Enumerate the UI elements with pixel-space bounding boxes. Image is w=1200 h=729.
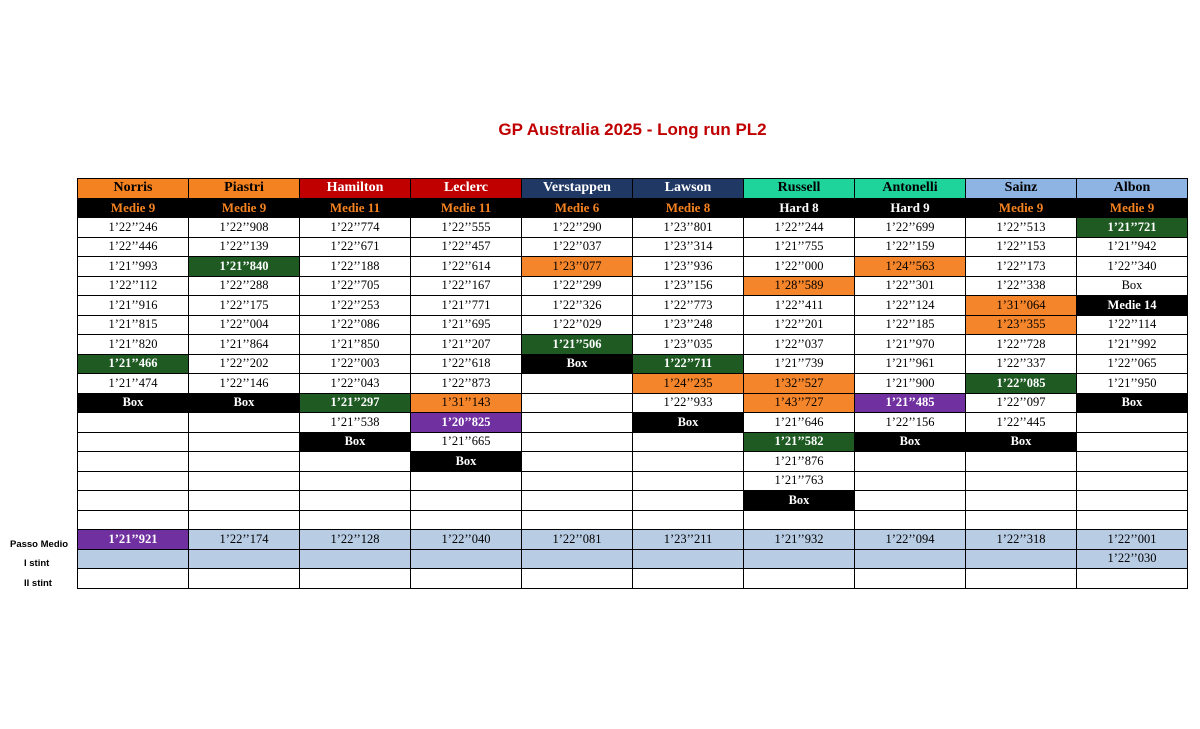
lap-time-cell (855, 510, 966, 530)
driver-header-sainz: Sainz (966, 179, 1077, 199)
lap-time-cell (300, 510, 411, 530)
average-pace-cell (744, 569, 855, 589)
lap-row (78, 393, 1188, 413)
average-pace-row (78, 569, 1188, 589)
driver-header-norris: Norris (78, 179, 189, 199)
average-pace-cell (522, 549, 633, 569)
lap-time-cell: 1’32’’527 (744, 374, 855, 394)
lap-time-cell: 1’22’’301 (855, 276, 966, 296)
lap-time-cell: 1’22’’201 (744, 315, 855, 335)
lap-time-cell (522, 413, 633, 433)
lap-time-cell (300, 491, 411, 511)
lap-time-cell: 1’21’’850 (300, 335, 411, 355)
lap-time-cell: 1’22’’908 (189, 218, 300, 238)
lap-time-cell (744, 510, 855, 530)
lap-time-cell (1077, 471, 1188, 491)
pit-box-cell: Box (1077, 393, 1188, 413)
lap-time-cell: 1’22’’029 (522, 315, 633, 335)
lap-time-cell: 1’21’’538 (300, 413, 411, 433)
tyre-cell-norris: Medie 9 (78, 198, 189, 218)
average-pace-cell (855, 549, 966, 569)
lap-time-cell: 1’22’’244 (744, 218, 855, 238)
lap-time-cell: 1’23’’936 (633, 257, 744, 277)
pit-box-cell: Box (300, 432, 411, 452)
lap-time-cell (966, 510, 1077, 530)
tyre-cell-verstappen: Medie 6 (522, 198, 633, 218)
lap-row (78, 354, 1188, 374)
lap-time-cell: 1’22’’202 (189, 354, 300, 374)
lap-time-cell (300, 471, 411, 491)
lap-time-cell: 1’21’’864 (189, 335, 300, 355)
lap-time-cell: 1’21’’207 (411, 335, 522, 355)
tyre-cell-antonelli: Hard 9 (855, 198, 966, 218)
lap-time-cell: 1’22’’114 (1077, 315, 1188, 335)
tyre-cell-lawson: Medie 8 (633, 198, 744, 218)
average-pace-cell (633, 569, 744, 589)
average-pace-cell: 1’21’’921 (78, 530, 189, 550)
pit-box-cell: Box (522, 354, 633, 374)
lap-time-cell: 1’22’’112 (78, 276, 189, 296)
lap-time-cell (300, 452, 411, 472)
lap-time-cell: 1’21’’695 (411, 315, 522, 335)
tyre-cell-leclerc: Medie 11 (411, 198, 522, 218)
lap-time-cell: 1’31’’064 (966, 296, 1077, 316)
average-pace-cell: 1’22’’128 (300, 530, 411, 550)
lap-time-cell: 1’22’’175 (189, 296, 300, 316)
lap-time-cell (633, 510, 744, 530)
lap-time-cell: 1’23’’035 (633, 335, 744, 355)
lap-time-cell (78, 452, 189, 472)
long-run-table (77, 178, 1188, 589)
lap-time-cell (966, 471, 1077, 491)
lap-time-cell: 1’22’’340 (1077, 257, 1188, 277)
average-pace-cell (855, 569, 966, 589)
pit-box-cell: Box (633, 413, 744, 433)
lap-time-cell (522, 374, 633, 394)
lap-time-cell: 1’23’’156 (633, 276, 744, 296)
lap-time-cell: 1’23’’355 (966, 315, 1077, 335)
lap-time-cell (189, 471, 300, 491)
lap-time-cell: 1’22’’043 (300, 374, 411, 394)
driver-header-piastri: Piastri (189, 179, 300, 199)
lap-time-cell: 1’21’’820 (78, 335, 189, 355)
stint-1-label: I stint (24, 558, 50, 569)
lap-time-cell (633, 452, 744, 472)
lap-time-cell: 1’20’’825 (411, 413, 522, 433)
pit-box-cell: Box (855, 432, 966, 452)
lap-time-cell: 1’21’’506 (522, 335, 633, 355)
lap-time-cell: 1’23’’801 (633, 218, 744, 238)
lap-time-cell: 1’21’’466 (78, 354, 189, 374)
average-pace-cell: 1’21’’932 (744, 530, 855, 550)
lap-row (78, 237, 1188, 257)
lap-time-cell: 1’22’’124 (855, 296, 966, 316)
lap-time-cell: 1’22’’173 (966, 257, 1077, 277)
average-pace-cell: 1’22’’318 (966, 530, 1077, 550)
lap-row (78, 276, 1188, 296)
lap-time-cell (1077, 432, 1188, 452)
lap-time-cell: 1’21’’721 (1077, 218, 1188, 238)
tyre-cell-sainz: Medie 9 (966, 198, 1077, 218)
lap-time-cell: 1’22’’773 (633, 296, 744, 316)
pit-box-cell: Box (1077, 276, 1188, 296)
average-pace-cell (1077, 569, 1188, 589)
lap-time-cell: 1’22’’139 (189, 237, 300, 257)
lap-time-cell (411, 491, 522, 511)
lap-time-cell: 1’21’’942 (1077, 237, 1188, 257)
average-pace-cell (966, 549, 1077, 569)
lap-time-cell: 1’22’’086 (300, 315, 411, 335)
lap-time-cell (522, 393, 633, 413)
lap-time-cell: 1’22’’614 (411, 257, 522, 277)
average-pace-row (78, 549, 1188, 569)
lap-time-cell: 1’22’’065 (1077, 354, 1188, 374)
lap-time-cell: 1’21’’993 (78, 257, 189, 277)
lap-time-cell: 1’21’’297 (300, 393, 411, 413)
lap-time-cell: 1’22’’253 (300, 296, 411, 316)
lap-time-cell (189, 413, 300, 433)
average-pace-cell: 1’22’’174 (189, 530, 300, 550)
tyre-cell-hamilton: Medie 11 (300, 198, 411, 218)
average-pace-cell (189, 569, 300, 589)
lap-time-cell: 1’21’’582 (744, 432, 855, 452)
lap-time-cell: 1’23’’248 (633, 315, 744, 335)
average-pace-cell (78, 569, 189, 589)
lap-row (78, 374, 1188, 394)
lap-time-cell (78, 471, 189, 491)
average-pace-cell (300, 569, 411, 589)
lap-time-cell (522, 432, 633, 452)
average-pace-cell: 1’22’’001 (1077, 530, 1188, 550)
lap-time-cell: 1’21’’916 (78, 296, 189, 316)
lap-time-cell: 1’22’’000 (744, 257, 855, 277)
lap-time-cell (633, 491, 744, 511)
lap-time-cell (1077, 413, 1188, 433)
lap-time-cell: 1’23’’077 (522, 257, 633, 277)
lap-time-cell: 1’22’’337 (966, 354, 1077, 374)
tyre-cell-piastri: Medie 9 (189, 198, 300, 218)
lap-time-cell (633, 471, 744, 491)
lap-time-cell: 1’22’’004 (189, 315, 300, 335)
lap-time-cell: 1’21’’992 (1077, 335, 1188, 355)
average-pace-cell (744, 549, 855, 569)
average-pace-cell (966, 569, 1077, 589)
lap-time-cell: 1’22’’153 (966, 237, 1077, 257)
average-pace-cell (300, 549, 411, 569)
lap-time-cell: 1’22’’338 (966, 276, 1077, 296)
lap-time-cell (522, 471, 633, 491)
lap-time-cell: 1’21’’763 (744, 471, 855, 491)
lap-time-cell (189, 510, 300, 530)
tyre-row (78, 198, 1188, 218)
lap-time-cell (411, 510, 522, 530)
lap-time-cell (1077, 452, 1188, 472)
lap-time-cell: 1’21’’474 (78, 374, 189, 394)
lap-row (78, 452, 1188, 472)
lap-time-cell (1077, 491, 1188, 511)
lap-time-cell: 1’22’’711 (633, 354, 744, 374)
lap-time-cell: 1’22’’037 (522, 237, 633, 257)
lap-time-cell: 1’22’’873 (411, 374, 522, 394)
lap-time-cell (78, 432, 189, 452)
lap-time-cell (522, 510, 633, 530)
average-pace-cell (522, 569, 633, 589)
lap-time-cell: 1’22’’445 (966, 413, 1077, 433)
lap-time-cell: 1’22’’326 (522, 296, 633, 316)
lap-time-cell: 1’21’’755 (744, 237, 855, 257)
average-pace-cell: 1’22’’081 (522, 530, 633, 550)
lap-time-cell: 1’22’’705 (300, 276, 411, 296)
driver-header-hamilton: Hamilton (300, 179, 411, 199)
lap-time-cell: 1’22’’513 (966, 218, 1077, 238)
pit-box-cell: Box (744, 491, 855, 511)
lap-time-cell: 1’28’’589 (744, 276, 855, 296)
lap-time-cell: 1’43’’727 (744, 393, 855, 413)
average-pace-cell (633, 549, 744, 569)
lap-time-cell: 1’21’’876 (744, 452, 855, 472)
lap-time-cell (1077, 510, 1188, 530)
lap-time-cell: 1’22’’246 (78, 218, 189, 238)
lap-time-cell (189, 491, 300, 511)
lap-time-cell (855, 452, 966, 472)
pit-box-cell: Box (966, 432, 1077, 452)
lap-time-cell (522, 491, 633, 511)
lap-time-cell: 1’22’’167 (411, 276, 522, 296)
lap-row (78, 432, 1188, 452)
lap-time-cell (966, 452, 1077, 472)
lap-time-cell: 1’22’’159 (855, 237, 966, 257)
average-pace-row (78, 530, 1188, 550)
lap-time-cell: 1’22’’185 (855, 315, 966, 335)
driver-header-lawson: Lawson (633, 179, 744, 199)
lap-time-cell: 1’22’’290 (522, 218, 633, 238)
driver-header-albon: Albon (1077, 179, 1188, 199)
average-pace-cell (78, 549, 189, 569)
lap-time-cell: 1’21’’950 (1077, 374, 1188, 394)
lap-time-cell (411, 471, 522, 491)
lap-time-cell (855, 491, 966, 511)
lap-row (78, 315, 1188, 335)
lap-time-cell: 1’21’’970 (855, 335, 966, 355)
driver-header-russell: Russell (744, 179, 855, 199)
lap-time-cell (966, 491, 1077, 511)
lap-time-cell: 1’22’’085 (966, 374, 1077, 394)
lap-time-cell: 1’23’’314 (633, 237, 744, 257)
lap-row (78, 335, 1188, 355)
long-run-table-body (78, 179, 1188, 589)
lap-time-cell: 1’22’’618 (411, 354, 522, 374)
average-pace-cell (411, 549, 522, 569)
lap-time-cell (189, 432, 300, 452)
lap-time-cell: 1’22’’156 (855, 413, 966, 433)
lap-time-cell: 1’22’’699 (855, 218, 966, 238)
lap-time-cell: 1’31’’143 (411, 393, 522, 413)
driver-header-verstappen: Verstappen (522, 179, 633, 199)
lap-time-cell: 1’21’’665 (411, 432, 522, 452)
lap-time-cell: 1’21’’815 (78, 315, 189, 335)
lap-row (78, 471, 1188, 491)
lap-time-cell (78, 510, 189, 530)
pit-box-cell: Box (189, 393, 300, 413)
lap-time-cell: 1’24’’235 (633, 374, 744, 394)
average-pace-cell: 1’22’’030 (1077, 549, 1188, 569)
lap-row (78, 491, 1188, 511)
lap-time-cell: 1’22’’037 (744, 335, 855, 355)
lap-time-cell: 1’22’’555 (411, 218, 522, 238)
average-pace-cell: 1’22’’040 (411, 530, 522, 550)
driver-header-antonelli: Antonelli (855, 179, 966, 199)
lap-time-cell: 1’21’’739 (744, 354, 855, 374)
lap-time-cell (78, 491, 189, 511)
tyre-cell-russell: Hard 8 (744, 198, 855, 218)
lap-time-cell (633, 432, 744, 452)
lap-time-cell: 1’22’’933 (633, 393, 744, 413)
average-pace-cell (189, 549, 300, 569)
lap-time-cell: 1’21’’900 (855, 374, 966, 394)
lap-time-cell (189, 452, 300, 472)
average-pace-cell: 1’22’’094 (855, 530, 966, 550)
lap-time-cell (78, 413, 189, 433)
lap-row (78, 296, 1188, 316)
lap-time-cell: 1’22’’299 (522, 276, 633, 296)
lap-time-cell: 1’22’’446 (78, 237, 189, 257)
lap-time-cell: 1’22’’774 (300, 218, 411, 238)
lap-time-cell: 1’22’’457 (411, 237, 522, 257)
lap-time-cell: 1’21’’771 (411, 296, 522, 316)
lap-time-cell: 1’22’’188 (300, 257, 411, 277)
lap-row (78, 218, 1188, 238)
lap-time-cell: 1’22’’003 (300, 354, 411, 374)
pit-box-cell: Box (78, 393, 189, 413)
lap-time-cell: 1’21’’961 (855, 354, 966, 374)
page-title: GP Australia 2025 - Long run PL2 (498, 120, 767, 139)
lap-time-cell: Medie 14 (1077, 296, 1188, 316)
pit-box-cell: Box (411, 452, 522, 472)
driver-header-leclerc: Leclerc (411, 179, 522, 199)
average-pace-cell (411, 569, 522, 589)
lap-time-cell: 1’21’’646 (744, 413, 855, 433)
lap-time-cell: 1’21’’485 (855, 393, 966, 413)
lap-row (78, 257, 1188, 277)
lap-row (78, 413, 1188, 433)
lap-time-cell: 1’22’’671 (300, 237, 411, 257)
lap-time-cell: 1’21’’840 (189, 257, 300, 277)
stint-2-label: II stint (24, 578, 52, 589)
lap-time-cell: 1’22’’146 (189, 374, 300, 394)
lap-time-cell: 1’24’’563 (855, 257, 966, 277)
lap-time-cell: 1’22’’288 (189, 276, 300, 296)
passo-medio-label: Passo Medio (10, 539, 69, 550)
lap-time-cell (855, 471, 966, 491)
driver-header-row (78, 179, 1188, 199)
tyre-cell-albon: Medie 9 (1077, 198, 1188, 218)
lap-row (78, 510, 1188, 530)
lap-time-cell: 1’22’’097 (966, 393, 1077, 413)
lap-time-cell: 1’22’’728 (966, 335, 1077, 355)
lap-time-cell: 1’22’’411 (744, 296, 855, 316)
lap-time-cell (522, 452, 633, 472)
average-pace-cell: 1’23’’211 (633, 530, 744, 550)
